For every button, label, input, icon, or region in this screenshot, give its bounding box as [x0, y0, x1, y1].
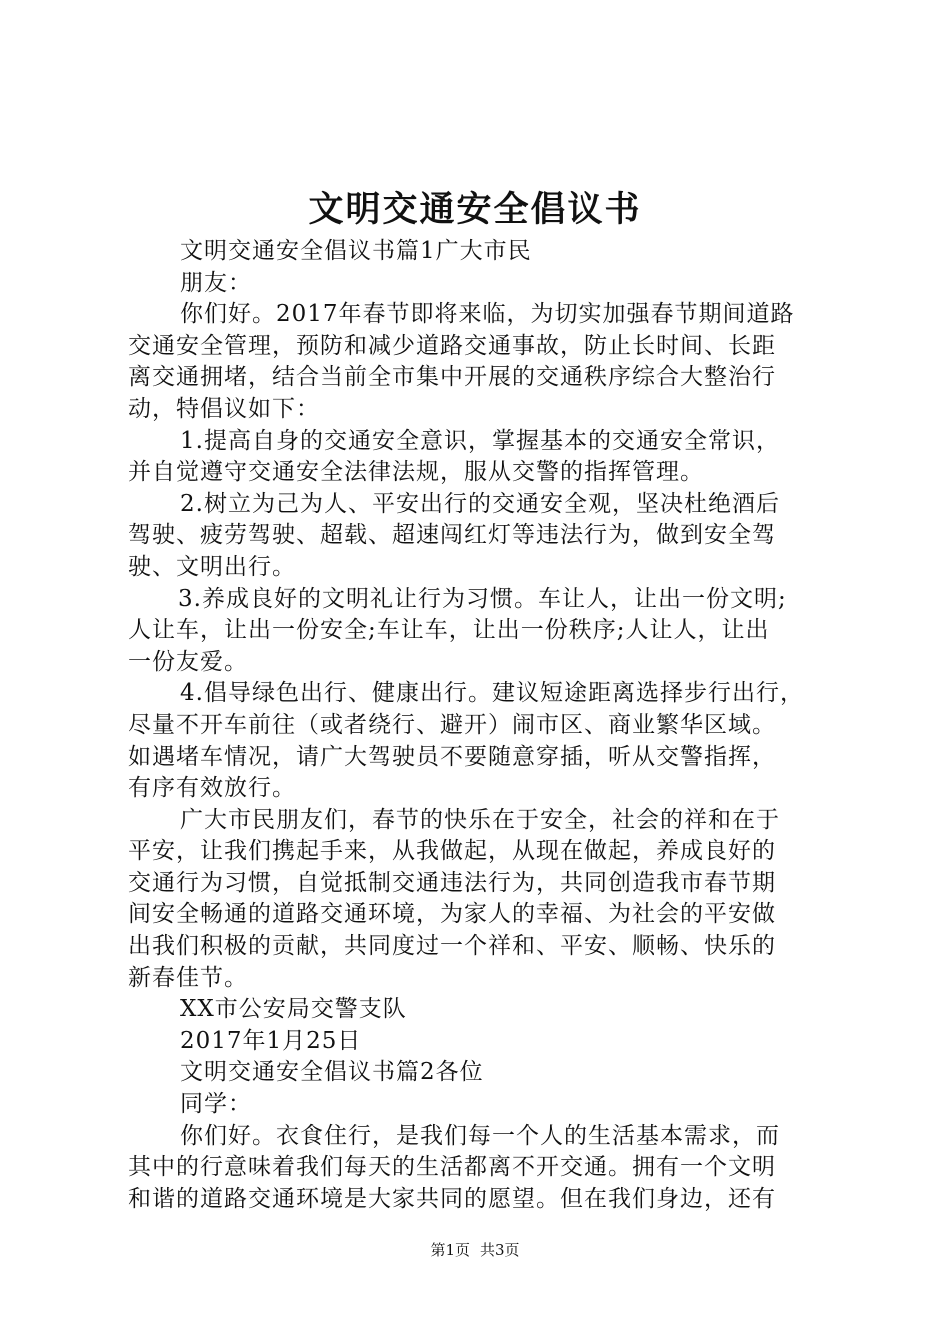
body-line: 有序有效放行。 [128, 775, 296, 802]
body-line: 交通安全管理，预防和减少道路交通事故，防止长时间、长距 [128, 332, 776, 359]
body-line: 3.养成良好的文明礼让行为习惯。车让人，让出一份文明; [178, 585, 787, 612]
body-line: 尽量不开车前往（或者绕行、避开）闹市区、商业繁华区域。 [128, 711, 776, 738]
body-line: 其中的行意味着我们每天的生活都离不开交通。拥有一个文明 [128, 1154, 776, 1181]
body-line: 如遇堵车情况，请广大驾驶员不要随意穿插，听从交警指挥， [128, 743, 776, 770]
body-line: 驶、文明出行。 [128, 553, 296, 580]
body-line: 和谐的道路交通环境是大家共同的愿望。但在我们身边，还有 [128, 1185, 776, 1212]
body-line: 交通行为习惯，自觉抵制交通违法行为，共同创造我市春节期 [128, 869, 776, 896]
body-line: 你们好。衣食住行，是我们每一个人的生活基本需求，而 [180, 1122, 780, 1149]
body-line: 朋友： [180, 269, 252, 296]
body-line: 新春佳节。 [128, 964, 248, 991]
body-line: 一份友爱。 [128, 648, 248, 675]
body-line: 间安全畅通的道路交通环境，为家人的幸福、为社会的平安做 [128, 901, 776, 928]
body-line: 文明交通安全倡议书篇1广大市民 [180, 238, 532, 264]
body-line: 同学： [180, 1091, 252, 1118]
body-line: 驾驶、疲劳驾驶、超载、超速闯红灯等违法行为，做到安全驾 [128, 522, 776, 549]
document-title: 文明交通安全倡议书 [308, 189, 642, 230]
document-body [128, 236, 838, 1215]
body-line: 出我们积极的贡献，共同度过一个祥和、平安、顺畅、快乐的 [128, 933, 776, 960]
body-line: 文明交通安全倡议书篇2各位 [180, 1059, 484, 1086]
page-footer [0, 1240, 950, 1260]
body-line: 并自觉遵守交通安全法律法规，服从交警的指挥管理。 [128, 459, 704, 486]
page-total: 共3页 [480, 1241, 520, 1259]
date-line: 2017年1月25日 [180, 1027, 362, 1054]
body-line: 人让车，让出一份安全;车让车，让出一份秩序;人让人，让出 [128, 617, 770, 644]
body-line: 平安，让我们携起手来，从我做起，从现在做起，养成良好的 [128, 838, 776, 865]
signature-line: XX市公安局交警支队 [180, 996, 407, 1023]
body-line: 1.提高自身的交通安全意识，掌握基本的交通安全常识， [180, 427, 780, 454]
body-line: 动，特倡议如下： [128, 395, 320, 422]
body-line: 你们好。2017年春节即将来临，为切实加强春节期间道路 [180, 301, 795, 328]
body-line: 广大市民朋友们，春节的快乐在于安全，社会的祥和在于 [180, 806, 780, 833]
body-line: 4.倡导绿色出行、健康出行。建议短途距离选择步行出行， [180, 680, 804, 707]
body-line: 离交通拥堵，结合当前全市集中开展的交通秩序综合大整治行 [128, 364, 776, 391]
page-number: 第1页 [430, 1241, 470, 1259]
body-line: 2.树立为己为人、平安出行的交通安全观，坚决杜绝酒后 [180, 490, 780, 517]
